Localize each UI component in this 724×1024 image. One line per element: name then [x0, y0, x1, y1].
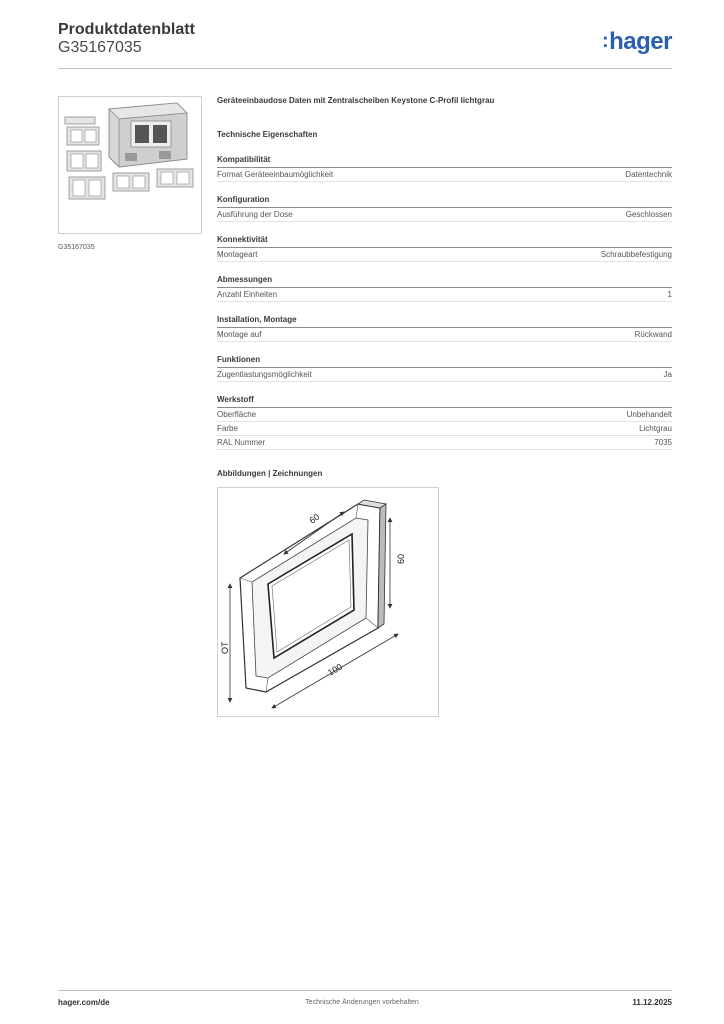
property-label: Montageart	[217, 250, 258, 259]
property-label: Zugentlastungsmöglichkeit	[217, 370, 312, 379]
product-photo-illustration	[59, 97, 201, 233]
property-label: RAL Nummer	[217, 438, 266, 447]
property-label: Ausführung der Dose	[217, 210, 293, 219]
group-title: Installation, Montage	[217, 315, 672, 328]
product-details	[217, 96, 672, 717]
group-installation	[217, 315, 672, 342]
product-code: G35167035	[58, 39, 142, 56]
product-photo	[58, 96, 202, 234]
group-title: Konnektivität	[217, 235, 672, 248]
property-row	[217, 422, 672, 436]
photo-caption: G35167035	[58, 244, 95, 251]
group-material	[217, 395, 672, 450]
property-row	[217, 368, 672, 382]
product-heading: Geräteeinbaudose Daten mit Zentralscheiben Keystone C-Profil lichtgrau	[217, 96, 495, 105]
group-compatibility	[217, 155, 672, 182]
figures-heading: Abbildungen | Zeichnungen	[217, 469, 323, 478]
box-icon	[109, 103, 187, 167]
group-title: Kompatibilität	[217, 155, 672, 168]
group-connectivity	[217, 235, 672, 262]
property-label: Oberfläche	[217, 410, 257, 419]
property-row	[217, 328, 672, 342]
property-value: Datentechnik	[625, 170, 672, 179]
property-row	[217, 408, 672, 422]
property-label: Format Geräteeinbaumöglichkeit	[217, 170, 334, 179]
group-functions	[217, 355, 672, 382]
group-title: Abmessungen	[217, 275, 672, 288]
footer-website: hager.com/de	[58, 998, 110, 1007]
property-value: Schraubbefestigung	[600, 250, 672, 259]
dimension-bottom: 100	[326, 661, 345, 678]
property-row	[217, 248, 672, 262]
group-title: Funktionen	[217, 355, 672, 368]
dimension-top: 60	[307, 511, 322, 526]
dimension-right: 60	[396, 553, 406, 564]
technical-drawing	[217, 487, 439, 717]
group-title: Konfiguration	[217, 195, 672, 208]
property-row	[217, 288, 672, 302]
property-row	[217, 168, 672, 182]
property-row	[217, 436, 672, 450]
property-value: Ja	[663, 370, 672, 379]
hager-logo: :hager	[601, 28, 672, 55]
property-value: 1	[667, 290, 672, 299]
property-value: Rückwand	[634, 330, 672, 339]
group-configuration	[217, 195, 672, 222]
property-label: Montage auf	[217, 330, 262, 339]
technical-heading: Technische Eigenschaften	[217, 130, 318, 139]
property-label: Anzahl Einheiten	[217, 290, 278, 299]
footer-note: Technische Änderungen vorbehalten	[305, 999, 419, 1006]
property-value: Lichtgrau	[639, 424, 672, 433]
group-dimensions	[217, 275, 672, 302]
dimension-left: OT	[220, 641, 230, 654]
frame-drawing	[218, 488, 438, 716]
property-value: 7035	[654, 438, 672, 447]
header-divider	[58, 68, 672, 69]
footer-divider	[58, 990, 672, 991]
footer-date: 11.12.2025	[632, 998, 672, 1007]
property-value: Unbehandelt	[626, 410, 672, 419]
page-title: Produktdatenblatt	[58, 21, 195, 38]
property-row	[217, 208, 672, 222]
property-value: Geschlossen	[625, 210, 672, 219]
group-title: Werkstoff	[217, 395, 672, 408]
property-label: Farbe	[217, 424, 238, 433]
